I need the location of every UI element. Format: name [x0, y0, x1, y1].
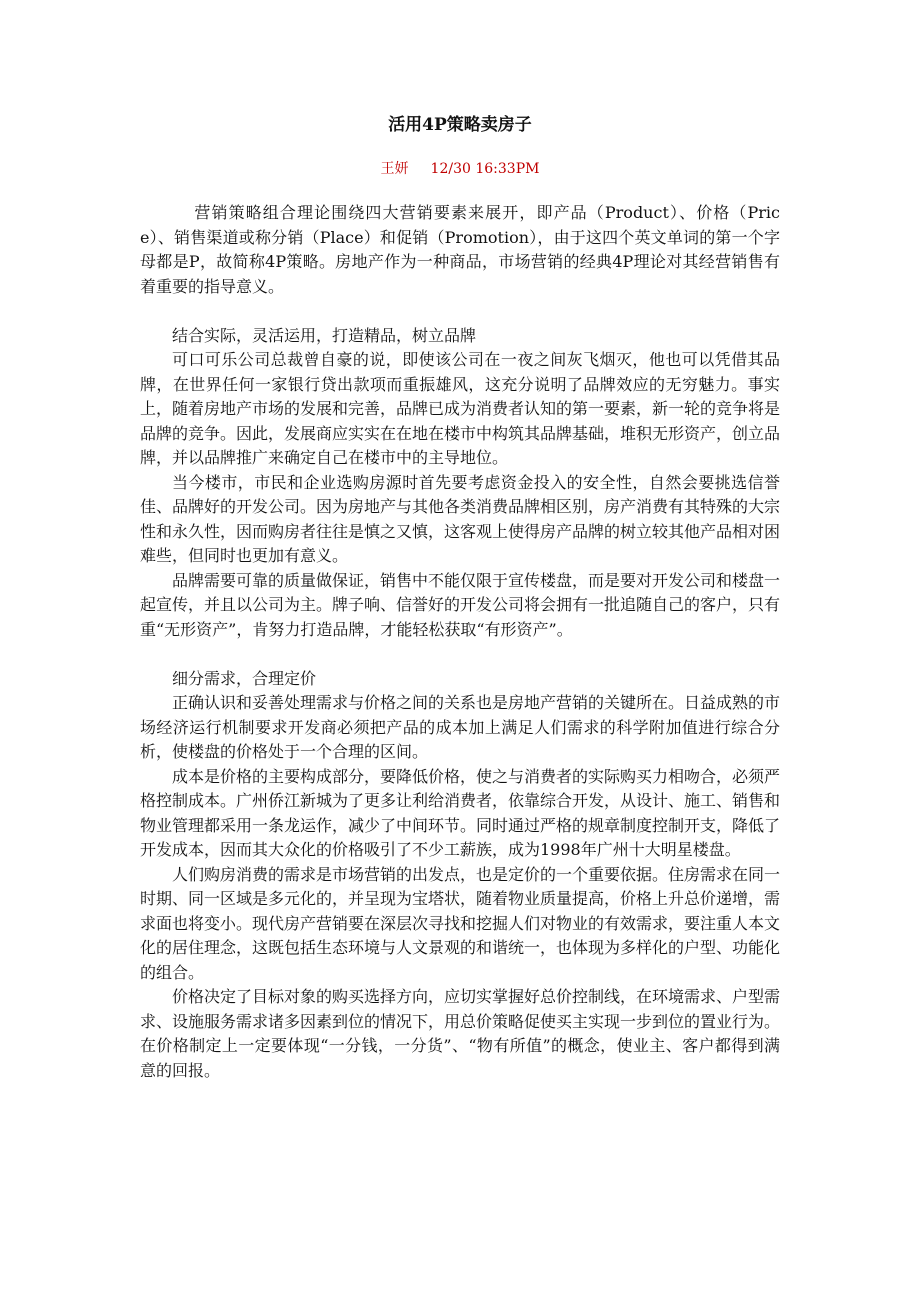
author-name: 王妍 [380, 161, 409, 177]
paragraph: 正确认识和妥善处理需求与价格之间的关系也是房地产营销的关键所在。日益成熟的市场经济运行机制要求开发商必须把产品的成本加上满足人们需求的科学附加值进行综合分析，使楼盘的价格处于一个合理的区间。 [140, 693, 781, 761]
paragraph: 成本是价格的主要构成部分，要降低价格，使之与消费者的实际购买力相吻合，必须严格控制成本。广州侨江新城为了更多让利给消费者，依靠综合开发，从设计、施工、销售和物业管理都采用一条龙运作，减少了中间环节。同时通过严格的规章制度控制开支，降低了开发成本，因而其大众化的价格吸引了不少工薪族，成为1998年广州十大明星楼盘。 [140, 766, 781, 859]
paragraph: 价格决定了目标对象的购买选择方向，应切实掌握好总价控制线，在环境需求、户型需求、设施服务需求诸多因素到位的情况下，用总价策略促使买主实现一步到位的置业行为。在价格制定上一定要体现“一分钱，一分货”、“物有所值”的概念，使业主、客户都得到满意的回报。 [140, 987, 781, 1080]
timestamp: 12/30 16:33PM [430, 161, 540, 177]
paragraph: 品牌需要可靠的质量做保证，销售中不能仅限于宣传楼盘，而是要对开发公司和楼盘一起宣传，并且以公司为主。牌子响、信誉好的开发公司将会拥有一批追随自己的客户，只有重“无形资产”，肯努力打造品牌，才能轻松获取“有形资产”。 [140, 570, 781, 639]
section-branding [140, 324, 780, 643]
section-heading: 结合实际，灵活运用，打造精品，树立品牌 [172, 325, 477, 345]
section-pricing [140, 667, 780, 1084]
paragraph: 当今楼市，市民和企业选购房源时首先要考虑资金投入的安全性，自然会要挑选信誉佳、品牌好的开发公司。因为房地产与其他各类消费品牌相区别，房产消费有其特殊的大宗性和永久性，因而购房者往往是慎之又慎，这客观上使得房产品牌的树立较其他产品相对困难些，但同时也更加有意义。 [140, 472, 781, 565]
article-body [140, 201, 780, 1083]
intro-paragraph: 营销策略组合理论围绕四大营销要素来展开，即产品（Product）、价格（Price）、销售渠道或称分销（Place）和促销（Promotion），由于这四个英文单词的第一个字母都是P，故简称4P策略。房地产作为一种商品，市场营销的经典4P理论对其经营销售有着重要的指导意义。 [140, 203, 780, 296]
document-title: 活用4P策略卖房子 [388, 115, 532, 135]
section-heading: 细分需求，合理定价 [172, 668, 317, 688]
paragraph: 可口可乐公司总裁曾自豪的说，即使该公司在一夜之间灰飞烟灭，他也可以凭借其品牌，在世界任何一家银行贷出款项而重振雄风，这充分说明了品牌效应的无穷魅力。事实上，随着房地产市场的发展和完善，品牌已成为消费者认知的第一要素，新一轮的竞争将是品牌的竞争。因此，发展商应实实在在地在楼市中构筑其品牌基础，堆积无形资产，创立品牌，并以品牌推广来确定自己在楼市中的主导地位。 [140, 350, 781, 467]
byline [0, 159, 920, 179]
paragraph: 人们购房消费的需求是市场营销的出发点，也是定价的一个重要依据。住房需求在同一时期、同一区域是多元化的，并呈现为宝塔状，随着物业质量提高，价格上升总价递增，需求面也将变小。现代房产营销要在深层次寻找和挖掘人们对物业的有效需求，要注重人本文化的居住理念，这既包括生态环境与人文景观的和谐统一，也体现为多样化的户型、功能化的组合。 [140, 864, 781, 982]
